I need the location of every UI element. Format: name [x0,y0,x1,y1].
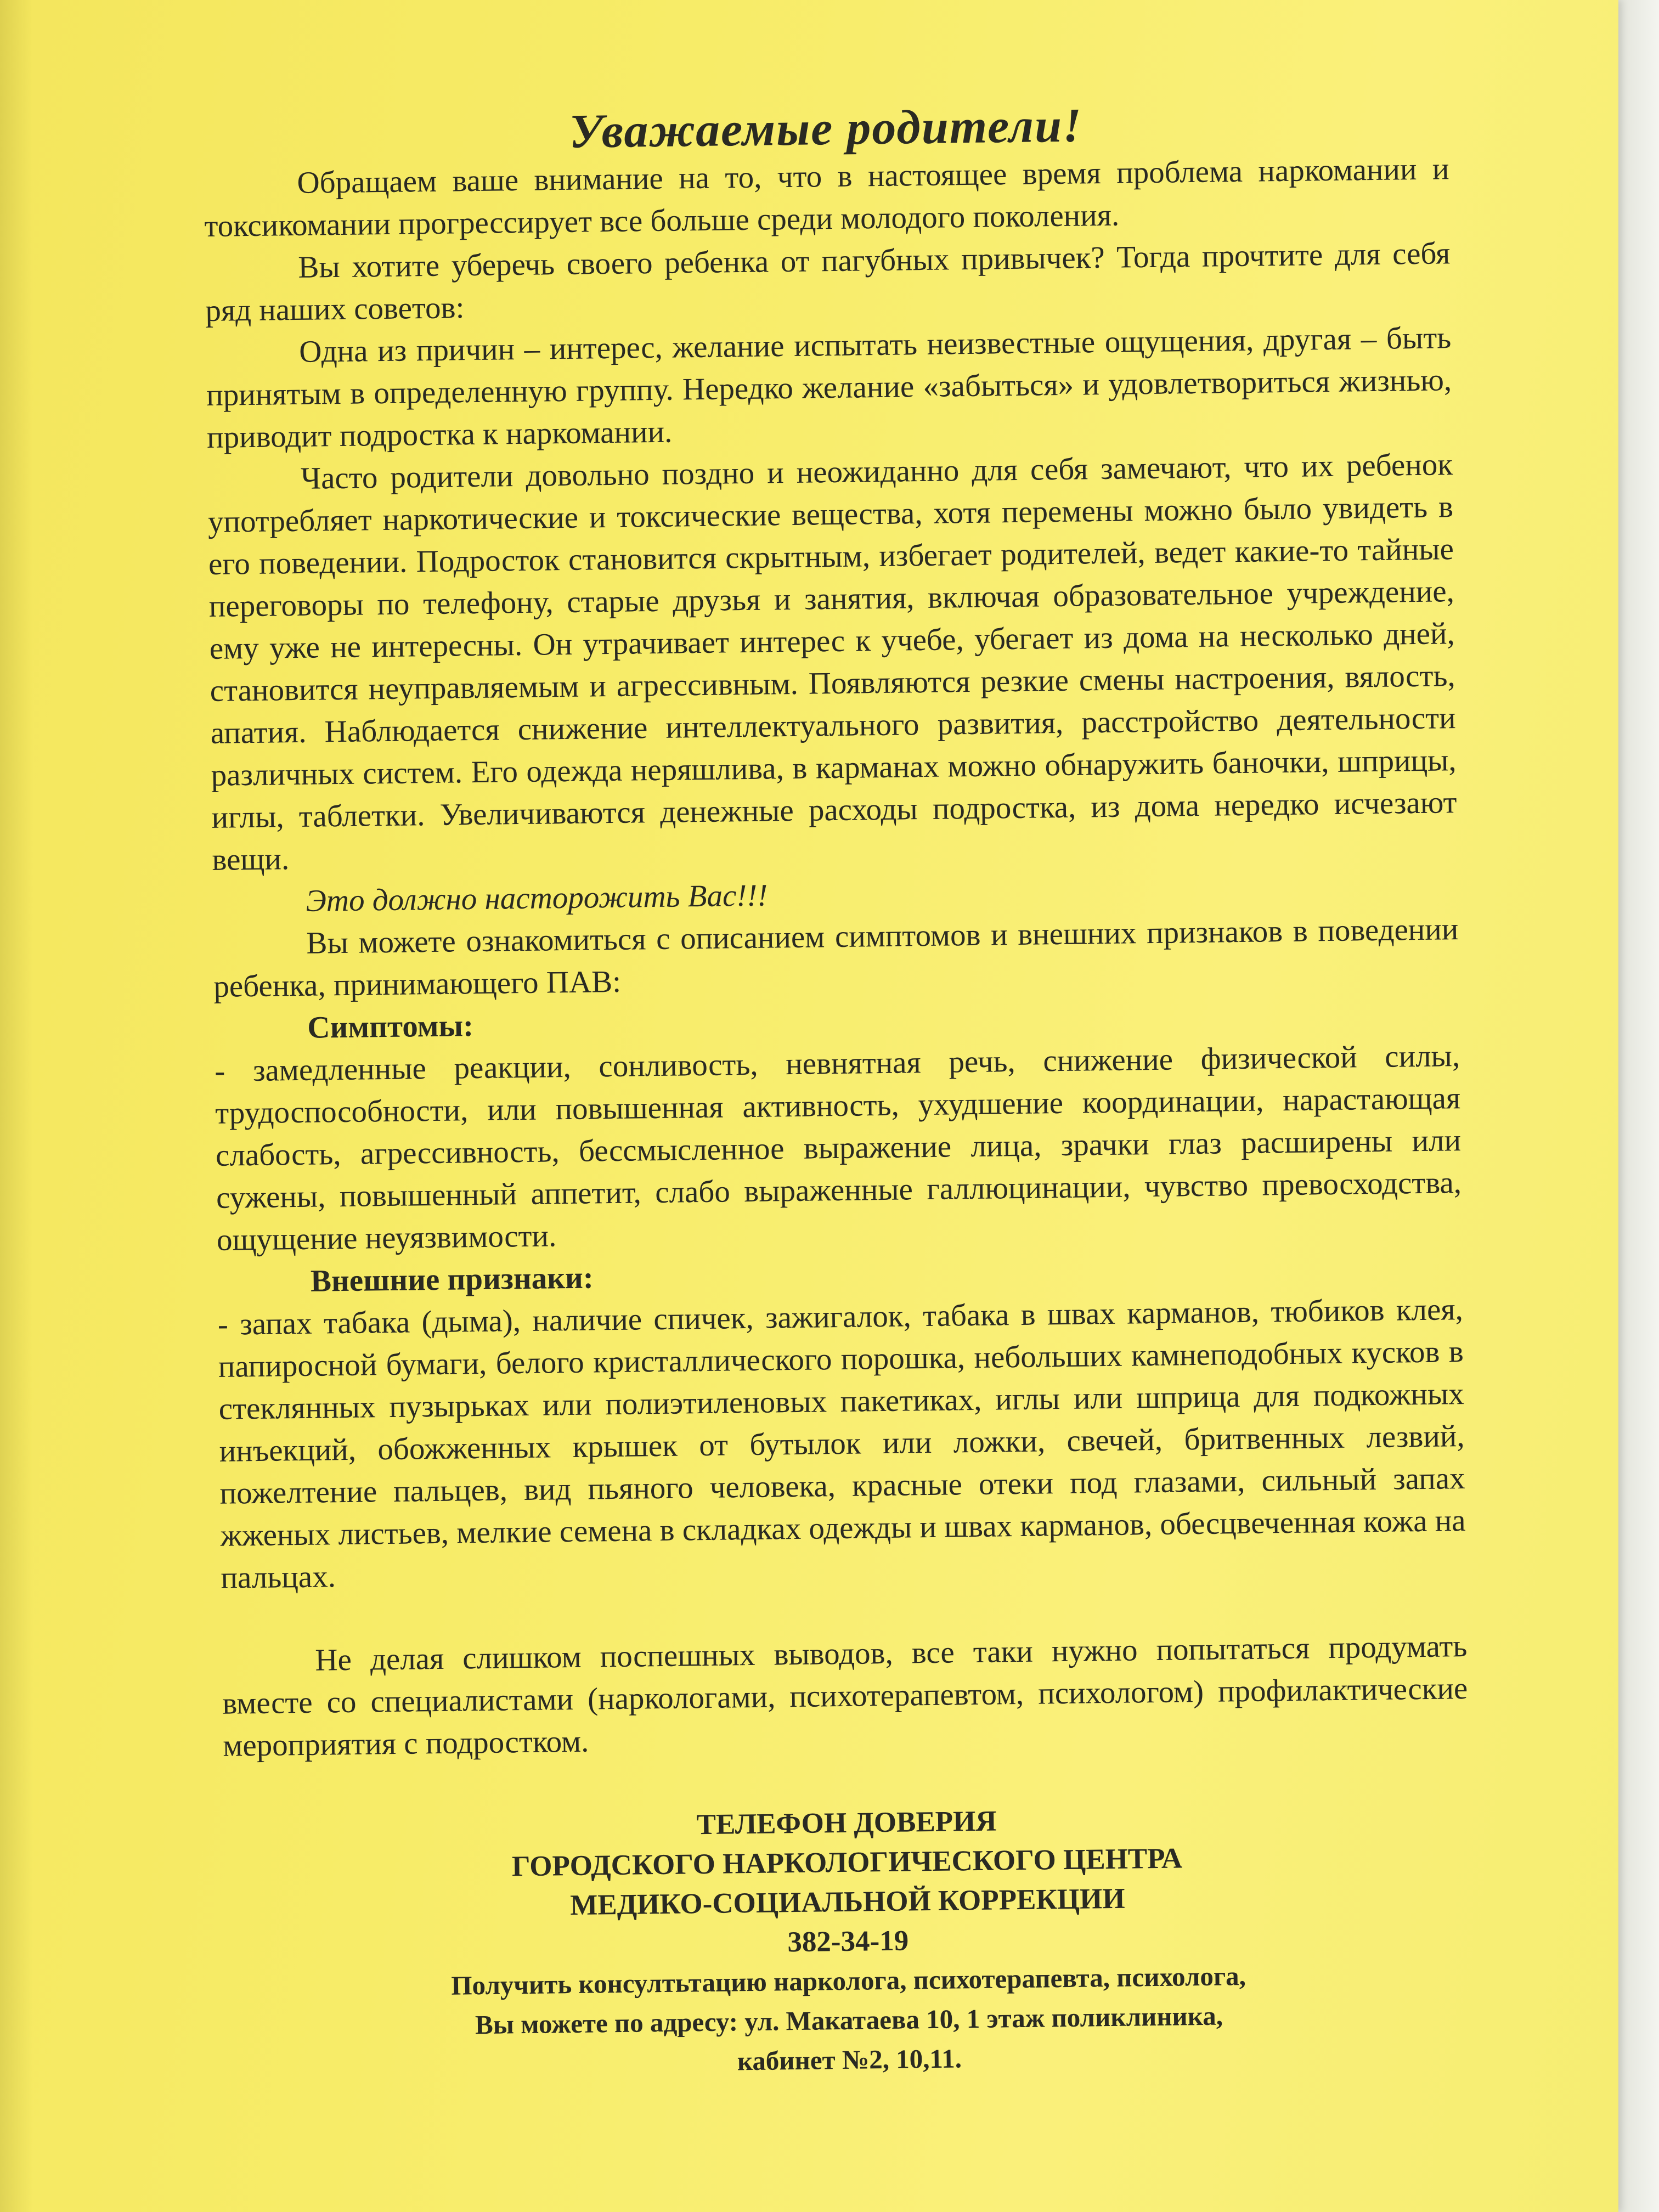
sheet-shadow-edge [0,0,33,2212]
signs-heading: Внешние признаки: [310,1260,594,1299]
contact-footer [224,1796,1472,2087]
paragraph-4: Часто родители довольно поздно и неожиданно для себя замечают, что их ребенок употребляет наркотические и токсические вещества, хотя перемены можно было увидеть в его поведении. Подросток становится скрытным, избегает родителей, ведет какие-то тайные переговоры по телефону, старые друзья и занятия, включая образовательное учреждение, ему уже не интересны. Он утрачивает интерес к учебе, убегает из дома на несколько дней, становится неуправляемым и агрессивным. Появляются резкие смены настроения, вялость, апатия. Наблюдается снижение интеллектуального развития, расстройство деятельности различных систем. Его одежда неряшлива, в карманах можно обнаружить баночки, шприцы, иглы, таблетки. Увеличиваются денежные расходы подростка, из дома нередко исчезают вещи. [207,447,1457,877]
footer-hotline-title: ТЕЛЕФОН ДОВЕРИЯ [696,1805,997,1841]
closing-paragraph: Не делая слишком поспешных выводов, все таки нужно попытаться продумать вместе со специалистами (наркологами, психотерапевтом, психологом) профилактические мероприятия с подростком. [222,1629,1468,1763]
paragraph-3: Одна из причин – интерес, желание испытать неизвестные ощущения, другая – быть принятым в определенную группу. Нередко желание «забыться» и удовлетвориться жизнью, приводит подростка к наркомании. [206,320,1452,455]
footer-center-name: ГОРОДСКОГО НАРКОЛОГИЧЕСКОГО ЦЕНТРА [511,1842,1183,1883]
paragraph-1: Обращаем ваше внимание на то, что в настоящее время проблема наркомании и токсикомании прогрессирует все больше среди молодого поколения. [204,151,1449,244]
footer-consult-line-2: Вы можете по адресу: ул. Макатаева 10, 1 этаж поликлиника, [475,2000,1223,2040]
symptoms-list: - замедленные реакции, сонливость, невнятная речь, снижение физической силы, трудоспособности, или повышенная активность, ухудшение координации, нарастающая слабость, агрессивность, бессмысленное выражение лица, зрачки глаз расширены или сужены, повышенный аппетит, слабо выраженные галлюцинации, чувство превосходства, ощущение неуязвимости. [214,1039,1462,1257]
notice-title: Уважаемые родители! [568,99,1083,159]
symptoms-intro: Вы можете ознакомиться с описанием симптомов и внешних признаков в поведении ребенка, принимающего ПАВ: [213,912,1459,1004]
notice-content [203,100,1472,2087]
warning-note: Это должно насторожить Вас!!! [306,878,768,918]
signs-list: - запах табака (дыма), наличие спичек, зажигалок, табака в швах карманов, тюбиков клея, папиросной бумаги, белого кристаллического порошка, небольших камнеподобных кусков в стеклянных пузырьках или полиэтиленовых пакетиках, иглы или шприца для подкожных инъекций, обожженных крышек от бутылок или ложки, свечей, бритвенных лезвий, пожелтение пальцев, вид пьяного человека, красные отеки под глазами, сильный запах жженых листьев, мелкие семена в складках одежды и швах карманов, обесцвеченная кожа на пальцах. [217,1292,1466,1595]
footer-consult-line-1: Получить консултьтацию нарколога, психотерапевта, психолога, [451,1961,1246,2001]
symptoms-heading: Симптомы: [307,1008,474,1045]
paragraph-2: Вы хотите уберечь своего ребенка от пагубных привычек? Тогда прочтите для себя ряд наших советов: [205,236,1451,328]
footer-center-subtitle: МЕДИКО-СОЦИАЛЬНОЙ КОРРЕКЦИИ [569,1882,1125,1922]
footer-consult-line-3: кабинет №2, 10,11. [737,2043,962,2076]
footer-phone: 382-34-19 [787,1925,909,1959]
